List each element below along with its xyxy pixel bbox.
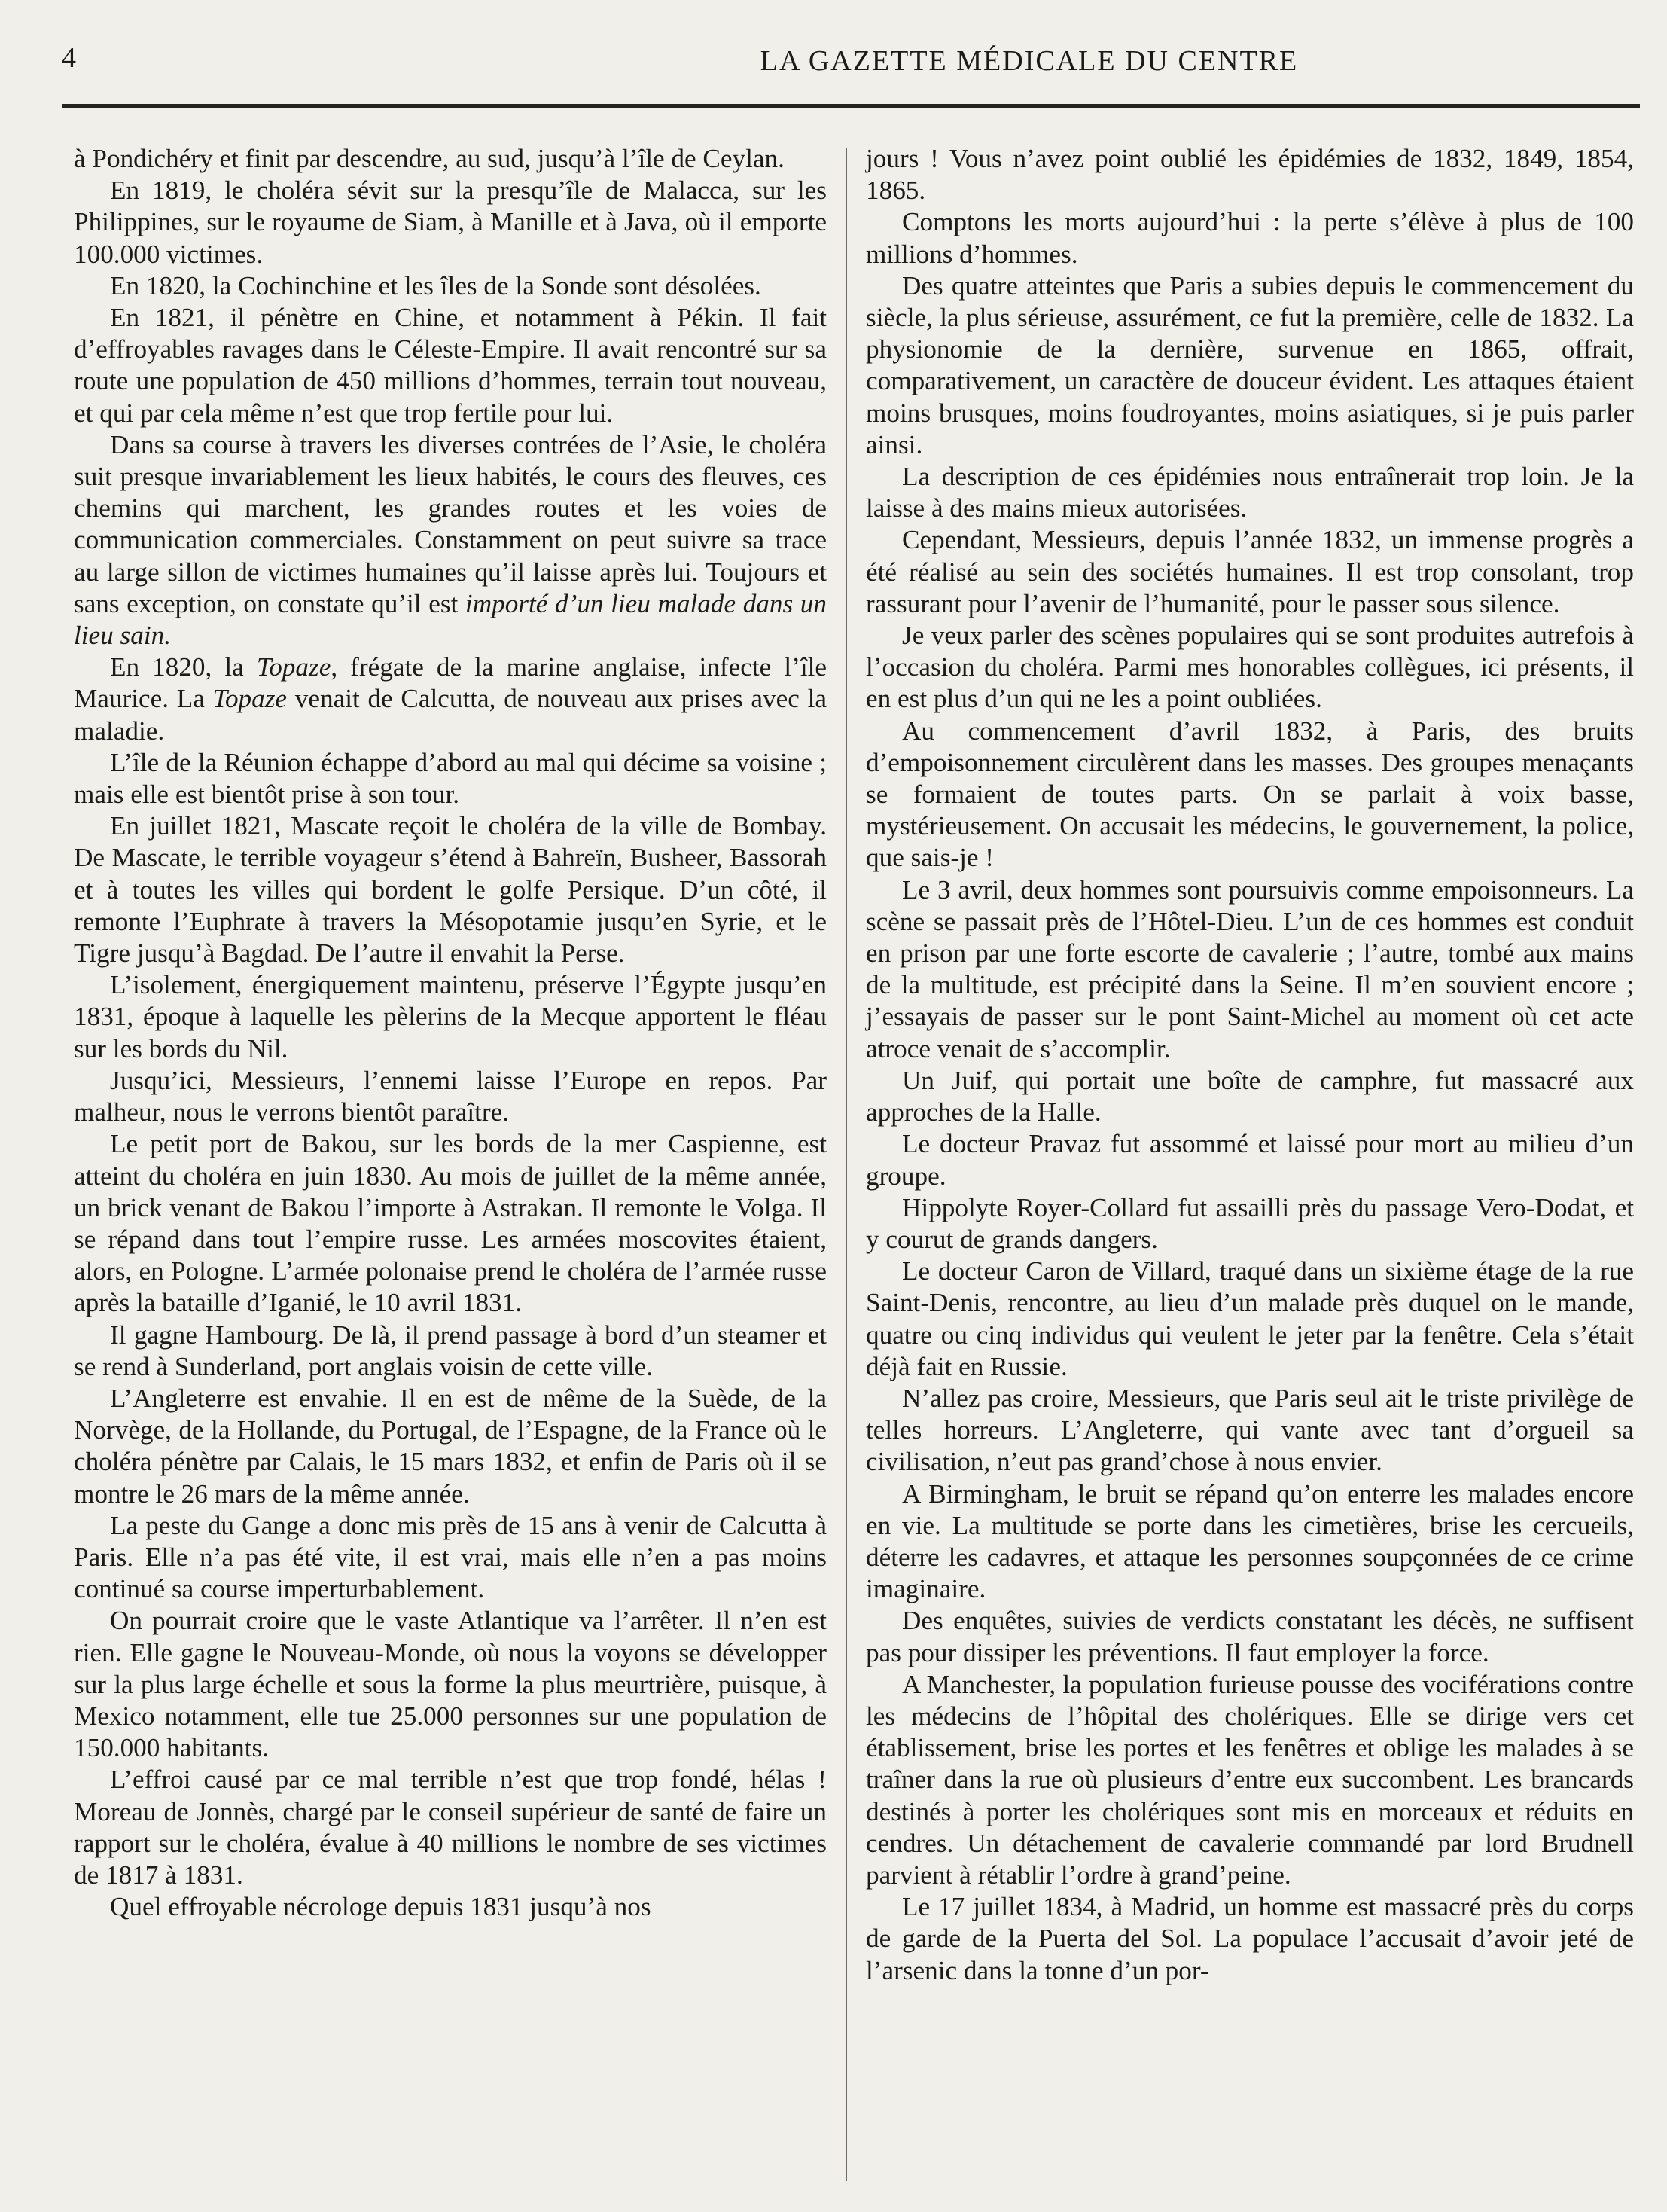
- left-column: [74, 143, 827, 1923]
- paragraph-text: Quel effroyable nécrologe depuis 1831 jusqu’à nos: [110, 1892, 651, 1922]
- paragraph-text: L’Angleterre est envahie. Il en est de même de la Suède, de la Norvège, de la Hollande, du Portugal, de l’Espagne, de la France où le choléra pénètre par Calais, le 15 mars 1832, et enfin de Paris où il se montre le 26 mars de la même année.: [74, 1383, 827, 1509]
- paragraph-text: , frégate de la marine anglaise, infecte l’île Maurice. La: [74, 652, 827, 714]
- paragraph: [866, 620, 1634, 715]
- header-rule: [62, 104, 1640, 108]
- journal-title: LA GAZETTE MÉDICALE DU CENTRE: [760, 45, 1299, 77]
- ship-name: Topaze: [212, 684, 288, 714]
- paragraph-text: Le 3 avril, deux hommes sont poursuivis comme empoisonneurs. La scène se passait près de l’Hôtel-Dieu. L’un de ces hommes est conduit en prison par une forte escorte de cavalerie ; l’autre, tombé aux mains de la multitude, est précipité dans la Seine. Il m’en souvient encore ; j’essayais de passer sur le pont Saint-Michel au moment où cet acte atroce venait de s’accomplir.: [866, 874, 1634, 1063]
- paragraph: [866, 1256, 1634, 1383]
- paragraph: [866, 1065, 1634, 1128]
- paragraph-text: Comptons les morts aujourd’hui : la perte s’élève à plus de 100 millions d’hommes.: [866, 207, 1634, 269]
- paragraph-text: Le 17 juillet 1834, à Madrid, un homme est massacré près du corps de garde de la Puerta del Sol. La populace l’accusait d’avoir jeté de l’arsenic dans la tonne d’un por-: [866, 1892, 1634, 1985]
- paragraph: [74, 747, 827, 810]
- paragraph-text: L’isolement, énergiquement maintenu, préserve l’Égypte jusqu’en 1831, époque à laquelle les pèlerins de la Mecque apportent le fléau sur les bords du Nil.: [74, 970, 827, 1063]
- paragraph-text: Le petit port de Bakou, sur les bords de la mer Caspienne, est atteint du choléra en juin 1830. Au mois de juillet de la même année, un brick venant de Bakou l’importe à Astrakan. Il remonte le Volga. Il se répand dans tout l’empire russe. Les armées moscovites étaient, alors, en Pologne. L’armée polonaise prend le choléra de l’armée russe après la bataille d’Iganié, le 10 avril 1831.: [74, 1129, 827, 1318]
- paragraph: [74, 1764, 827, 1891]
- paragraph: [866, 1383, 1634, 1478]
- paragraph-text: Le docteur Caron de Villard, traqué dans un sixième étage de la rue Saint-Denis, rencontre, au lieu d’un malade près duquel on le mande, quatre ou cinq individus qui veulent le jeter par la fenêtre. Cela s’était déjà fait en Russie.: [866, 1256, 1634, 1381]
- paragraph: [74, 429, 827, 651]
- paragraph: [866, 1891, 1634, 1987]
- paragraph: [74, 969, 827, 1065]
- paragraph: [74, 1065, 827, 1128]
- paragraph: [866, 270, 1634, 461]
- paragraph: [74, 302, 827, 429]
- paragraph: [74, 270, 827, 302]
- paragraph: [74, 175, 827, 270]
- paragraph-text: Cependant, Messieurs, depuis l’année 1832, un immense progrès a été réalisé au sein des sociétés humaines. Il est trop consolant, trop rassurant pour l’avenir de l’humanité, pour le passer sous silence.: [866, 525, 1634, 618]
- paragraph-text: L’île de la Réunion échappe d’abord au mal qui décime sa voisine ; mais elle est bientôt prise à son tour.: [74, 747, 827, 810]
- paragraph-text: Des quatre atteintes que Paris a subies depuis le commencement du siècle, la plus sérieuse, assurément, ce fut la première, celle de 1832. La physionomie de la dernière, survenue en 1865, offrait, comparativement, un caractère de douceur évident. Les attaques étaient moins brusques, moins foudroyantes, moins asiatiques, si je puis parler ainsi.: [866, 270, 1634, 459]
- column-divider: [846, 148, 847, 2181]
- paragraph-text: En 1819, le choléra sévit sur la presqu’île de Malacca, sur les Philippines, sur le royaume de Siam, à Manille et à Java, où il emporte 100.000 victimes.: [74, 175, 827, 269]
- paragraph-text: En 1820, la Cochinchine et les îles de la Sonde sont désolées.: [110, 270, 761, 301]
- paragraph: [74, 810, 827, 969]
- paragraph-text: Je veux parler des scènes populaires qui se sont produites autrefois à l’occasion du choléra. Parmi mes honorables collègues, ici présents, il en est plus d’un qui ne les a point oubliées.: [866, 621, 1634, 714]
- paragraph-text: Hippolyte Royer-Collard fut assailli près du passage Vero-Dodat, et y courut de grands dangers.: [866, 1192, 1634, 1254]
- paragraph: [74, 143, 827, 175]
- paragraph-text: Le docteur Pravaz fut assommé et laissé pour mort au milieu d’un groupe.: [866, 1129, 1634, 1191]
- paragraph-text: Dans sa course à travers les diverses contrées de l’Asie, le choléra suit presque invariablement les lieux habités, le cours des fleuves, ces chemins qui marchent, les grandes routes et les voies de communication commerciales. Constamment on peut suivre sa trace au large sillon de victimes humaines qu’il laisse après lui. Toujours et sans exception, on constate qu’il est: [74, 429, 827, 618]
- paragraph-text: En juillet 1821, Mascate reçoit le choléra de la ville de Bombay. De Mascate, le terrible voyageur s’étend à Bahreïn, Busheer, Bassorah et à toutes les villes qui bordent le golfe Persique. D’un côté, il remonte l’Euphrate à travers la Mésopotamie jusqu’en Syrie, et le Tigre jusqu’à Bagdad. De l’autre il envahit la Perse.: [74, 811, 827, 969]
- paragraph: [74, 1383, 827, 1510]
- paragraph: [74, 1320, 827, 1383]
- paragraph: [74, 1128, 827, 1319]
- paragraph-text: En 1821, il pénètre en Chine, et notamment à Pékin. Il fait d’effroyables ravages dans le Céleste-Empire. Il avait rencontré sur sa route une population de 450 millions d’hommes, terrain tout nouveau, et qui par cela même n’est que trop fertile pour lui.: [74, 303, 827, 428]
- paragraph-text: Des enquêtes, suivies de verdicts constatant les décès, ne suffisent pas pour dissiper les préventions. Il faut employer la force.: [866, 1606, 1634, 1667]
- paragraph-text: A Birmingham, le bruit se répand qu’on enterre les malades encore en vie. La multitude se porte dans les cimetières, brise les cercueils, déterre les cadavres, et attaque les personnes soupçonnées de ce crime imaginaire.: [866, 1478, 1634, 1604]
- paragraph-text: A Manchester, la population furieuse pousse des vociférations contre les médecins de l’hôpital des cholériques. Elle se dirige vers cet établissement, brise les portes et les fenêtres et oblige les malades à se traîner dans la rue où plusieurs d’entre eux succombent. Les brancards destinés à porter les cholériques sont mis en morceaux et réduits en cendres. Un détachement de cavalerie commandé par lord Brudnell parvient à rétablir l’ordre à grand’peine.: [866, 1669, 1634, 1890]
- paragraph: [866, 874, 1634, 1065]
- paragraph: [866, 1478, 1634, 1606]
- paragraph-text: Au commencement d’avril 1832, à Paris, des bruits d’empoisonnement circulèrent dans les masses. Des groupes menaçants se formaient de toutes parts. On se parlait à voix basse, mystérieusement. On accusait les médecins, le gouvernement, la police, que sais-je !: [866, 715, 1634, 873]
- paragraph-text: L’effroi causé par ce mal terrible n’est que trop fondé, hélas ! Moreau de Jonnès, chargé par le conseil supérieur de santé de faire un rapport sur le choléra, évalue à 40 millions le nombre de ses victimes de 1817 à 1831.: [74, 1765, 827, 1890]
- paragraph: [866, 143, 1634, 206]
- paragraph-text: N’allez pas croire, Messieurs, que Paris seul ait le triste privilège de telles horreurs. L’Angleterre, qui vante avec tant d’orgueil sa civilisation, n’eut pas grand’chose à nous envier.: [866, 1383, 1634, 1477]
- paragraph-text: On pourrait croire que le vaste Atlantique va l’arrêter. Il n’en est rien. Elle gagne le Nouveau-Monde, où nous la voyons se développer sur la plus large échelle et sous la forme la plus meurtrière, puisque, à Mexico notamment, elle tue 25.000 personnes sur une population de 150.000 habitants.: [74, 1606, 827, 1763]
- paragraph: [74, 651, 827, 747]
- paragraph-text: Un Juif, qui portait une boîte de camphre, fut massacré aux approches de la Halle.: [866, 1065, 1634, 1127]
- paragraph-text: jours ! Vous n’avez point oublié les épidémies de 1832, 1849, 1854, 1865.: [866, 144, 1634, 206]
- paragraph: [866, 206, 1634, 270]
- paragraph: [866, 461, 1634, 524]
- paragraph-text: La description de ces épidémies nous entraînerait trop loin. Je la laisse à des mains mieux autorisées.: [866, 462, 1634, 523]
- right-column: [866, 143, 1634, 1987]
- paragraph: [74, 1891, 827, 1923]
- paragraph: [74, 1510, 827, 1606]
- paragraph-text: venait de Calcutta, de nouveau aux prises avec la maladie.: [74, 684, 827, 746]
- ship-name: Topaze: [256, 652, 331, 682]
- paragraph-text: Il gagne Hambourg. De là, il prend passage à bord d’un steamer et se rend à Sunderland, port anglais voisin de cette ville.: [74, 1320, 827, 1381]
- paragraph: [74, 1605, 827, 1764]
- paragraph-text: à Pondichéry et finit par descendre, au sud, jusqu’à l’île de Ceylan.: [74, 144, 785, 173]
- paragraph-text: En 1820, la: [110, 652, 244, 682]
- paragraph-text: La peste du Gange a donc mis près de 15 ans à venir de Calcutta à Paris. Elle n’a pas été vite, il est vrai, mais elle n’en a pas moins continué sa course imperturbablement.: [74, 1510, 827, 1604]
- paragraph: [866, 1669, 1634, 1891]
- paragraph: [866, 524, 1634, 620]
- paragraph-text: Jusqu’ici, Messieurs, l’ennemi laisse l’Europe en repos. Par malheur, nous le verrons bientôt paraître.: [74, 1065, 827, 1127]
- paragraph: [866, 715, 1634, 874]
- emphasis-text: importé d’un lieu malade dans un lieu sain.: [74, 588, 827, 651]
- paragraph: [866, 1128, 1634, 1191]
- paragraph: [866, 1192, 1634, 1256]
- page-number: 4: [62, 42, 76, 74]
- paragraph: [866, 1605, 1634, 1668]
